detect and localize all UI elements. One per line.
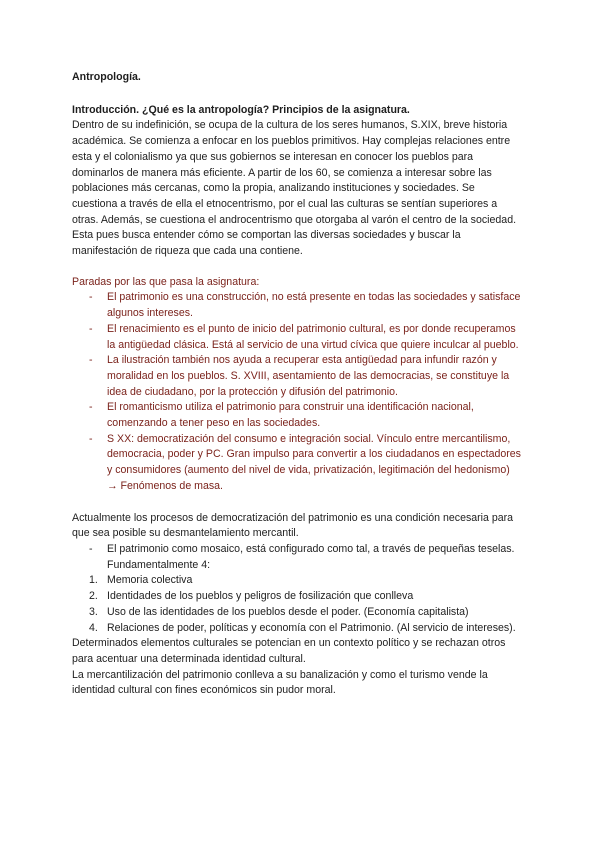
mercantilization-paragraph: La mercantilización del patrimonio conlleva a su banalización y como el turismo vende la identidad cultural con fines económicos sin pudor moral. — [72, 668, 488, 697]
list-item: - El renacimiento es el punto de inicio del patrimonio cultural, es por donde recuperamos la antigüedad clásica. Está al servicio de una virtud cívica que quiere inculcar al pueblo. — [72, 322, 522, 353]
list-item: - El patrimonio como mosaico, está configurado como tal, a través de pequeñas teselas. Fundamentalmente 4: — [72, 542, 522, 573]
intro-paragraph: Dentro de su indefinición, se ocupa de la cultura de los seres humanos, S.XIX, breve historia académica. Se comienza a enfocar en los pueblos primitivos. Hay complejas relaciones entre esta y el colonialismo ya que sus gobiernos se interesan en conocer los pueblos para dominarlos de manera más eficiente. A partir de los 60, se comienza a interesar sobre las poblaciones más cercanas, como la propia, analizando instituciones y sociedades. Se cuestiona a través de ella el etnocentrismo, por el cual las culturas se sentían superiores a otras. Además, se cuestiona el androcentrismo que otorgaba al varón el centro de la sociedad. Esta pues busca entender cómo se comportan las diversas sociedades y buscar la manifestación de riqueza que cada una contiene. — [72, 119, 517, 258]
paradas-list — [72, 290, 522, 494]
item-number: 3. — [89, 605, 98, 618]
item-text: Identidades de los pueblos y peligros de fosilización que conlleva — [107, 590, 414, 603]
item-text: Uso de las identidades de los pueblos desde el poder. (Economía capitalista) — [107, 605, 469, 618]
item-number: 1. — [89, 574, 98, 587]
paradas-heading: Paradas por las que pasa la asignatura: — [72, 275, 260, 288]
mosaic-list — [72, 542, 522, 573]
actual-paragraph: Actualmente los procesos de democratización del patrimonio es una condición necesaria para que sea posible su desmantelamiento mercantil. — [72, 511, 514, 540]
list-item: - S XX: democratización del consumo e integración social. Vínculo entre mercantilismo, democracia, poder y PC. Gran impulso para convertir a los ciudadanos en espectadores y consumidores (aumento del nivel de vida, privatización, legitimación del hedonismo) → Fenómenos de masa. — [72, 432, 522, 495]
list-item: - El romanticismo utiliza el patrimonio para construir una identificación nacional, comenzando a tener peso en las sociedades. — [72, 400, 522, 431]
document-page — [72, 70, 522, 699]
intro-heading: Introducción. ¿Qué es la antropología? Principios de la asignatura. — [72, 103, 410, 116]
numbered-item — [72, 573, 522, 589]
list-item: - El patrimonio es una construcción, no está presente en todas las sociedades y satisface algunos intereses. — [72, 290, 522, 321]
item-text: Memoria colectiva — [107, 574, 193, 587]
numbered-item — [72, 621, 522, 637]
document-title: Antropología. — [72, 71, 141, 83]
list-item: - La ilustración también nos ayuda a recuperar esta antigüedad para infundir razón y moralidad en los pueblos. S. XVIII, asentamiento de las democracias, se constituye la idea de ciudadano, por la protección y difusión del patrimonio. — [72, 353, 522, 400]
teselas-list — [72, 573, 522, 636]
item-number: 2. — [89, 590, 98, 603]
item-number: 4. — [89, 621, 98, 634]
item-text: Relaciones de poder, políticas y economía con el Patrimonio. (Al servicio de intereses). — [107, 621, 516, 634]
cultural-elements-paragraph: Determinados elementos culturales se potencian en un contexto político y se rechazan otros para acentuar una determinada identidad cultural. — [72, 637, 506, 665]
numbered-item — [72, 589, 522, 605]
numbered-item — [72, 605, 522, 621]
